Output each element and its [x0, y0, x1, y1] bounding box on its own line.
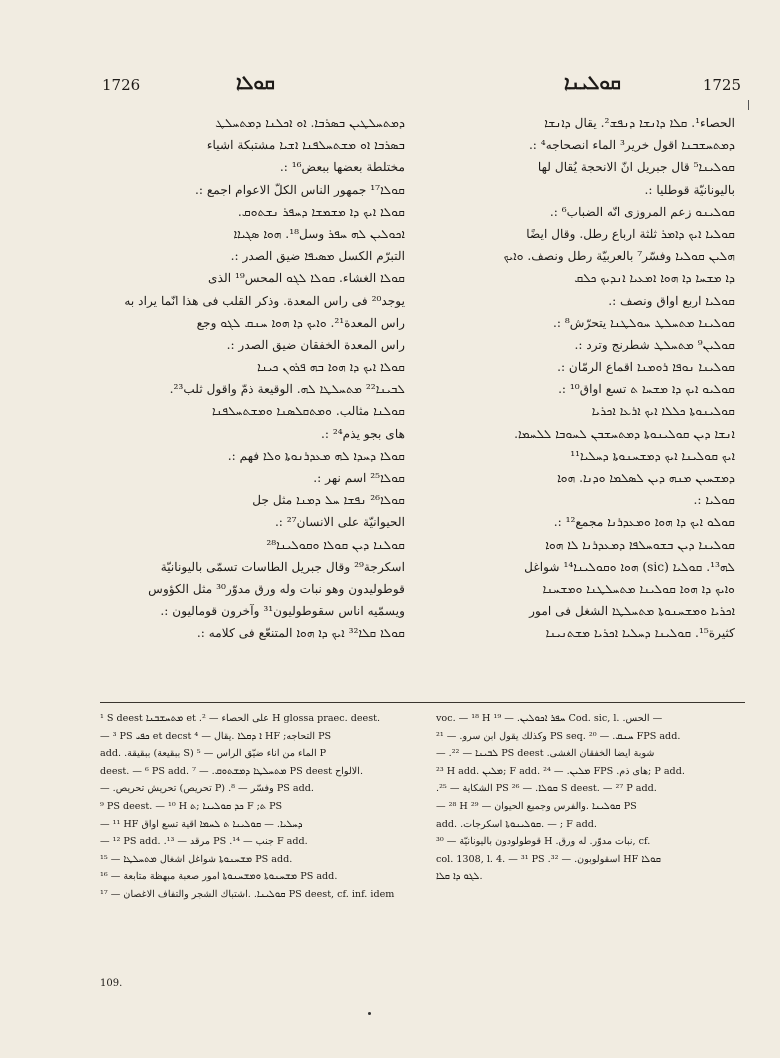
- entry-line: ܩܘܠܐ ܐܝܟ ܕܐ ܗܘܐ ܒܗ ܦܪܘܢ ܟܝܢܐ: [257, 360, 405, 375]
- entry-line: كثيرة¹⁵. ܩܘܠܝܢܐ ܕܚܠܝܐ ܐܟܪܝܐ ܡܫܬܢܝܢܐ: [545, 626, 735, 641]
- entry-line: ܩܘܠܐ ܕܚܕܐ ܠܗ ܡܥܕܪܢܘܬܐ ܘܠܐ فهم :.: [227, 448, 405, 463]
- footnote-line: ²³ H add. ܡܠܝܢ; F add. ܡܠܝܢ. — ²⁴ FPS .هاى ذم; P add.: [436, 765, 685, 777]
- entry-line: ܩܘܠܐ²⁶ ܢܦܫܐ ܚܠ ܕܡܢܐ مثل جل: [252, 493, 405, 508]
- entry-line: ܩܘܠܝܢܐ ܡܬܚܠܛ ܚܘܠܛܢܐ يتحرّش⁸ :.: [552, 315, 735, 330]
- entry-line: ܩܘܠܐ²⁵ اسم نهر :.: [313, 471, 405, 485]
- footnote-line: ܡܫܚܢܘܬܐ ܘܡܫܚܢܘܬܐ امور صعبة مبهظة متابعة — ¹⁶ PS add.: [100, 871, 338, 883]
- left-footnotes: [100, 710, 410, 904]
- right-column-text: [430, 112, 735, 645]
- right-running-headword: ܩܘܠܝܢܐ: [564, 72, 621, 94]
- entry-line: ܩܘܠܐ¹⁷ جمهور الناس الكلّ الاعوام اجمع :.: [194, 182, 405, 197]
- footnote-line: ⁹ PS deest. — ¹⁰ H ܟܕ ܩܘܠܝܢܐ ;ܬ F ;ܬ PS: [100, 800, 283, 812]
- entry-line: ܩܘܠܐ الغشاء. ܩܘܠܐ ܠܓܘ المحس¹⁹ الذى: [208, 271, 405, 286]
- entry-line: قوطوليدون وهو نبات وله ورق مدوّر³⁰ مثل الكؤوس: [148, 581, 405, 596]
- entry-line: ويسمّيه اناس سقوطوليون³¹ وآخرون قوماليون :.: [160, 604, 405, 619]
- footnote-line: add. .ببقيقة (ببقيعة S) الماء من اناء ضيّق الراس — ⁵ P: [100, 748, 327, 760]
- entry-line: ܩܘܠܐ ܩܠܐ³² ܐܝܟ ܕܐ ܗܘܐ المتنعّع فى كلامه :.: [196, 626, 405, 641]
- right-page-number: 1725: [702, 76, 741, 94]
- footnote-line: — ²⁸ H ܩܘܠܝܢܐ .والفرس وجميع الحيوان — ²⁹ PS: [436, 800, 637, 812]
- entry-line: ܐܝܟ ܩܘܠܝܢܐ ܐܝܟ ܕܡܫܚܢܘܬܐ ܕܚܠܝܐ¹¹: [570, 448, 735, 463]
- footnote-line: — ¹¹ HF ܕܚܠܝܐ. — ܩܘܠܝܢܐ ܬ ܠܚܡܐ اقية تسع اواق: [100, 818, 303, 830]
- binding-mark: [748, 100, 749, 110]
- entry-line: الحيوانيّة على الانسان²⁷ :.: [274, 515, 405, 530]
- entry-line: ܩܘܠܘ ܐܝܟ ܕܐ ܗܘܐ ܘܡܥܕܪܢܐ مجمع¹² :.: [553, 515, 735, 530]
- footnote-line: — .ܠܒܝܢܐ — ²² PS deest .شوبة ايضا الخفقان الغشى: [436, 748, 655, 760]
- left-running-headword: ܩܘܠܐ: [236, 72, 275, 94]
- entry-line: ܩܘܠܢܐ مثالب. ܘܡܬܩܠܣܢܐ ܘܡܫܬܚܠܦܢܐ: [211, 404, 405, 419]
- entry-line: راس المعدة²¹. ܘܐܝܟ ܕܐ ܗܘܐ ܚܢܩ ܠܓܘ وجع: [196, 315, 405, 330]
- ink-dot: [368, 1012, 371, 1015]
- entry-line: اسكرجة²⁹ وقال جبريل الطاسات تسمّى باليونانيّة: [160, 559, 405, 574]
- footnote-line: ܡܫܚܢܘܬܐ شواغل اشغال ܡܬܚܠܛܐ — ¹⁵ PS add.: [100, 853, 293, 865]
- entry-line: ܩܘܠܝܢܐ ܕܝܢ ܒܫܘܚܠܦܐ ܕܡܥܕܪܢܐ ܠܐ ܗܘܐ: [545, 537, 735, 552]
- entry-line: الحصاء¹. ܩܠܐ ܕܐܢܫܐ ܕܢܦܫ². يقال ܕܐܢܫܐ: [544, 116, 735, 130]
- footnote-line: — ¹² PS add. .مرقد — ¹³ PS .جنب — ¹⁴ F add.: [100, 836, 308, 848]
- entry-line: ܩܘܠܝܢܐ⁵ قال جبريل انّ الانحجة يُقال لها: [537, 160, 735, 175]
- footnote-divider: [100, 702, 745, 703]
- entry-line: هاى بجو يذم²⁴ :.: [321, 426, 405, 441]
- entry-line: ܩܘܠܐ ܐܝܟ ܕܐ ܡܫܡܫܐ ܕܚܦܪ ܢܫܬܘܩ.: [237, 204, 405, 219]
- footnote-line: ܩܘܠܝܢܐ. .اشتباك الشجر والتفاف الاغصان — ¹⁷ PS deest, cf. inf. idem: [100, 888, 395, 900]
- page-header: [100, 72, 745, 102]
- footnote-line: ¹ S deest ܡܬܚܫܒܢܐ et .على الحصاء — ² H glossa praec. deest.: [100, 713, 381, 724]
- entry-line: ܩܘܠܝܐ :.: [693, 493, 735, 508]
- entry-line: ܩܘܠܝܢ⁹ ܡܬܚܠܛ شطرنج وترد :.: [574, 337, 735, 352]
- footnote-line: add. .ܩܘܠܝܢܘܬܐ اسكرجات. — ; F add.: [436, 818, 597, 830]
- entry-line: ܕܡܫܚܝܢ ܡܢܗ ܕܝܢ ܠܣܠܡܐ ܘܕܢܐ. ܗܘܐ: [557, 471, 735, 485]
- footnote-line: قوطولودون باليونانيّة — ³⁰ H .نبات مدوّر. له ورق, cf.: [436, 836, 651, 848]
- entry-line: يوجد²⁰ فى راس المعدة. وذكر القلب فى هذا انّما يراد به: [124, 293, 405, 308]
- footnote-line: — ³ PS ܟܦܝ et decst ܐ ܕܩܠܐ .يقال — ⁴ HF ;التحاجه PS: [100, 730, 332, 742]
- entry-line: باليونانيّة قوطليا :.: [644, 182, 735, 197]
- left-page-number: 1726: [102, 76, 141, 94]
- entry-line: ܠܒܝܢܐ²² ܡܬܚܠܛܐ ܠܗ. الوقيعة ذمّ واقول ثلب²³.: [169, 382, 405, 397]
- entry-line: ܐܟܪܝܐ ܘܡܫܚܢܘܬܐ ܡܬܚܠܛܐ الشغل فى امور: [529, 604, 735, 619]
- footnote-line: ܠܓܘ ܕܐ ܩܠܐ.: [436, 871, 483, 883]
- entry-line: ܩܘܠܝܢܘܬܐ ܟܠܠܐ ܐܝܟ ܐܪܥܐ ܐܟܪܝܐ: [591, 404, 735, 419]
- entry-line: ܘܐܝܟ ܕܐ ܗܘܐ ܩܘܠܝܢܐ ܡܬܚܠܛܢܐ ܘܡܫܚܢܐ: [542, 581, 735, 596]
- entry-line: ܕܡܬܚܠܛܝܢ ܒܣܪܒܐ. ܐܘ ܐܟܠܢܐ ܕܡܬܚܠܛ: [215, 116, 405, 130]
- entry-line: ܐܢܫܐ ܕܝܢ ܩܘܠܝܢܘܬܐ ܕܡܬܚܫܒܢ ܠܚܘܒܐ ܠܠܚܡܐ.: [514, 426, 735, 441]
- entry-line: ܩܘܠܝܢܘ زعم المروزى انّه الضباب⁶ :.: [549, 204, 735, 219]
- entry-line: ܕܐ ܡܫܚܐ ܕܐ ܗܘܐ ܐܡܥܝܐ ܐܢܕܝܟ ܟܠܩ: [574, 271, 735, 286]
- entry-line: ܗܠܝܢ ܩܘܠܝܐ وفسّر⁷ بالعربيّة رطل ونصف. ܘܐܝܟ: [503, 249, 735, 264]
- footnote-line: voc. — ¹⁸ H ܚܦܪ ܐܟܘܠܝܢ. — ¹⁹ Cod. sic, l. .الحس —: [436, 713, 663, 724]
- entry-line: ܐܟܘܠܝܢ ܠܗ ܚܦܪ وسل¹⁸. ܗܘܐ ܣܓܝܐܐ: [233, 226, 405, 241]
- left-column-text: [100, 112, 405, 645]
- entry-line: ܒܣܪܒܐ ܐܘ ܡܫܬܚܠܦܢܐ ܐܫܝܐ مشتبكة اشياء: [206, 138, 405, 153]
- entry-line: ܩܘܠܝܐ اربع اواق ونصف :.: [608, 293, 735, 308]
- entry-line: التبرّم الكسل ܡܣܝܦܐ ضيق الصدر :.: [230, 249, 405, 264]
- dictionary-page: [100, 60, 745, 1020]
- entry-line: ܩܘܠܝܘ ܐܝܟ ܕܐ ܡܫܚܐ ܬ تسع اواق¹⁰ :.: [558, 382, 735, 397]
- footnote-line: deest. — ⁶ PS add. ܡܬܚܠܛܐ ܕܡܫܬܘܩ. — ⁷ PS deest الالواح.: [100, 765, 363, 777]
- entry-line: ܩܘܠܝܐ ܐܝܟ ܕܐܡܪ ثلثة ارباع رطل. وقال ايضًا: [526, 226, 735, 241]
- footnote-line: col. 1308, l. 4. — ³¹ PS .اسقولوبون. — ³² HF ܩܘܠܐ: [436, 853, 661, 865]
- entry-line: ܩܘܠܢܐ ܕܝܢ ܩܘܠܐ ܘܩܘܠܝܢܐ²⁸: [266, 537, 405, 552]
- footnote-line: .الشكاية — ²⁵ PS ܩܘܠܐ. — ²⁶ S deest. — ²⁷ P add.: [436, 783, 657, 795]
- right-footnotes: [436, 710, 746, 886]
- entry-line: ܠܗ¹³. ܩܘܠܝܐ (sic) ܗܘܐ ܘܩܘܠܝܢܐ¹⁴ شواغل: [524, 559, 735, 574]
- entry-line: مختلطة بعضها ببعض¹⁶ :.: [279, 160, 405, 175]
- footnote-line: — .تحريش تحريص (تحريص P) .وفسّر — ⁸ PS add.: [100, 783, 314, 795]
- footnote-line: وكذلك يقول ابن سرو. — ²¹ PS seq. ܚܢܩ. — ²⁰ FPS add.: [436, 730, 681, 742]
- entry-line: ܩܘܠܝܢܐ ܢܘܦܐ ܪܘܡܢܐ اقماع الرمّان :.: [557, 360, 735, 375]
- signature-mark: 109.: [100, 978, 123, 989]
- entry-line: ܕܡܬܚܫܒܢܐ اقول خرير³ الماء انصحاجه⁴ :.: [528, 138, 735, 153]
- entry-line: راس المعدة الخفقان ضيق الصدر :.: [226, 337, 405, 352]
